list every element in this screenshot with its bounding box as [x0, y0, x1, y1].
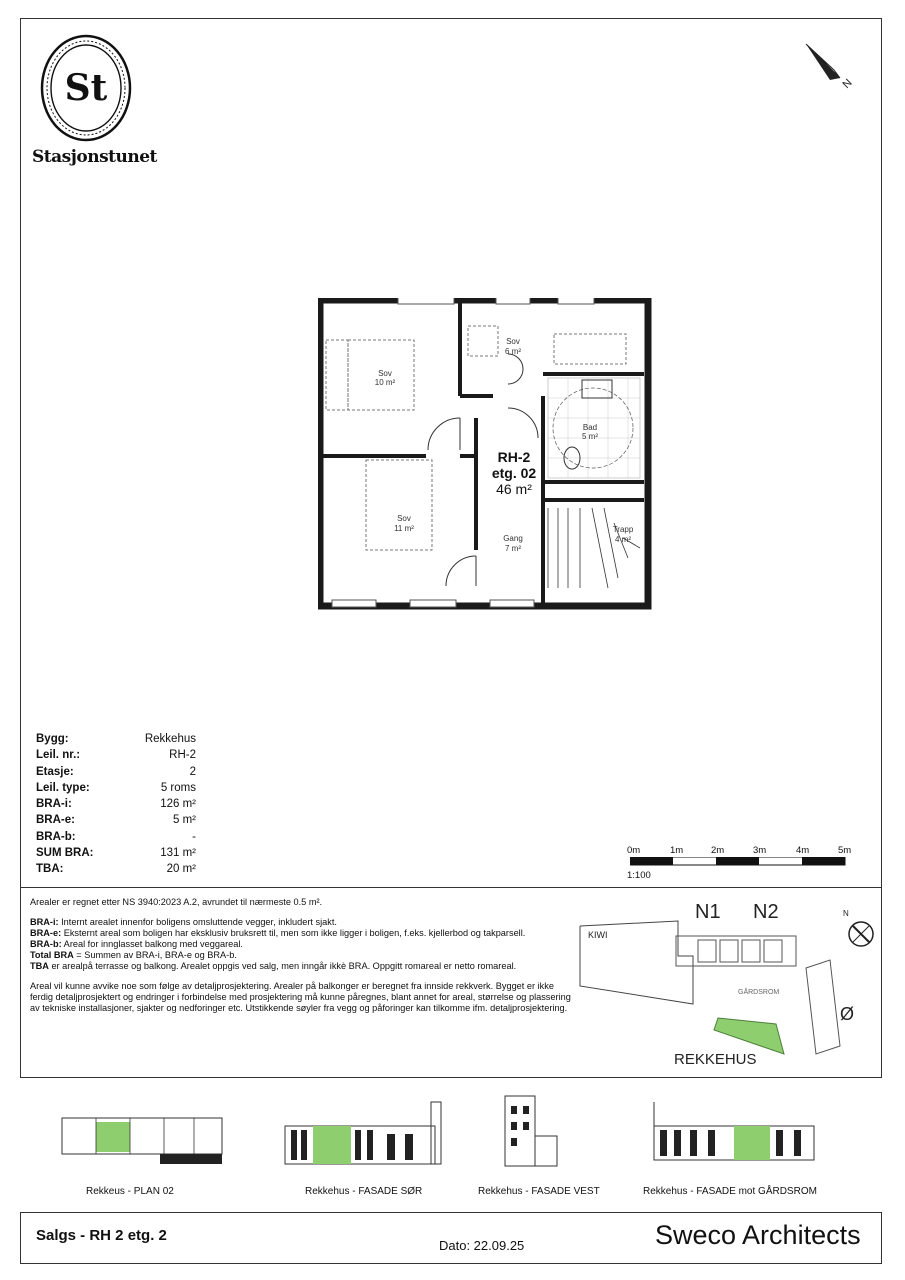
- note-def: Total BRA = Summen av BRA-i, BRA-e og BRA-b.: [30, 950, 237, 960]
- north-arrow-icon: [800, 40, 860, 96]
- notes-intro: Arealer er regnet etter NS 3940:2023 A.2, avrundet til nærmeste 0.5 m².: [30, 897, 323, 907]
- note-def: BRA-e: Eksternt areal som boligen har eksklusiv bruksrett til, men som ikke ligger i boligen, f.eks. kjellerbod og takparsell.: [30, 928, 526, 938]
- info-row: Leil. nr.: RH-2: [36, 749, 196, 762]
- note-def: BRA-i: Internt arealet innenfor boligens omsluttende vegger, inkludert sjakt.: [30, 917, 337, 927]
- svg-text:etg. 02: etg. 02: [491, 465, 537, 481]
- scale-tick-label: 3m: [753, 845, 767, 856]
- scale-tick-label: 5m: [838, 845, 852, 856]
- scale-tick-label: 1m: [670, 845, 684, 856]
- floor-plan: [318, 298, 652, 610]
- svg-text:4 m²: 4 m²: [615, 535, 631, 544]
- notes-disclaimer: Areal vil kunne avvike noe som følge av detaljprosjektering. Arealer på balkonger er beregnet fra innside rekkverk. Bygget er ikke ferdig detaljprosjektert og endringer i forbindelse med prosjektering må kunne påregnes, blant annet for areal, størrelse og plassering av tekniske installasjoner, sjakter og nedforinger etc. Utstikkende søyler fra vegg og påforinger kan tilkomme ifm. detaljprosjektering.: [30, 981, 571, 1013]
- sheet-date: Dato: 22.09.25: [439, 1238, 525, 1253]
- note-def: TBA er arealpå terrasse og balkong. Arealet oppgis ved salg, men inngår ikkè BRA. Oppgitt romareal er netto romareal.: [30, 961, 517, 971]
- thumb-caption: Rekkehus - FASADE mot GÅRDSROM: [643, 1186, 817, 1197]
- site-plan: [578, 896, 878, 1076]
- thumb-caption: Rekkeus - PLAN 02: [86, 1186, 174, 1197]
- svg-text:RH-2: RH-2: [497, 449, 531, 465]
- svg-text:Trapp: Trapp: [612, 525, 634, 534]
- scale-tick-label: 2m: [711, 845, 725, 856]
- svg-text:N1: N1: [695, 901, 721, 923]
- scale-tick-label: 4m: [796, 845, 810, 856]
- site-north-icon: [843, 909, 873, 946]
- logo: [32, 34, 157, 174]
- svg-text:7 m²: 7 m²: [505, 544, 521, 553]
- svg-text:N: N: [840, 76, 855, 91]
- sheet-title: Salgs - RH 2 etg. 2: [36, 1227, 167, 1244]
- svg-text:Ø: Ø: [840, 1004, 855, 1024]
- divider-notes: [20, 887, 882, 888]
- svg-text:Sov: Sov: [397, 514, 411, 523]
- svg-text:N2: N2: [753, 901, 779, 923]
- architect-brand: Sweco Architects: [655, 1220, 861, 1250]
- scale-tick-label: 0m: [627, 845, 641, 856]
- svg-text:11 m²: 11 m²: [394, 524, 414, 533]
- svg-text:St: St: [64, 67, 108, 109]
- svg-text:46 m²: 46 m²: [496, 481, 532, 497]
- scale-ratio: 1:100: [627, 870, 651, 881]
- svg-text:REKKEHUS: REKKEHUS: [674, 1051, 757, 1068]
- info-row: Leil. type: 5 roms: [36, 781, 196, 794]
- info-row: Etasje: 2: [36, 765, 196, 778]
- svg-text:6 m²: 6 m²: [505, 347, 521, 356]
- area-notes: [30, 897, 578, 1014]
- svg-text:Sov: Sov: [378, 369, 392, 378]
- svg-text:5 m²: 5 m²: [582, 432, 598, 441]
- svg-text:N: N: [843, 909, 849, 918]
- thumb-caption: Rekkehus - FASADE VEST: [478, 1186, 600, 1197]
- thumb-caption: Rekkehus - FASADE SØR: [305, 1186, 423, 1197]
- unit-info-table: [36, 731, 196, 878]
- svg-text:KIWI: KIWI: [588, 930, 608, 940]
- note-def: BRA-b: Areal for innglasset balkong med veggareal.: [30, 939, 243, 949]
- info-row: Bygg: Rekkehus: [36, 733, 196, 745]
- svg-text:GÅRDSROM: GÅRDSROM: [738, 989, 780, 996]
- info-row: TBA: 20 m²: [36, 863, 196, 876]
- thumb-facade-south: [283, 1098, 445, 1170]
- scale-bar-graphic: [630, 857, 846, 866]
- thumb-facade-courtyard: [650, 1098, 830, 1170]
- svg-text:10 m²: 10 m²: [374, 378, 396, 387]
- svg-text:Gang: Gang: [503, 534, 523, 543]
- logo-emblem-icon: [32, 34, 144, 146]
- info-row: BRA-b: -: [36, 830, 196, 843]
- info-row: BRA-e: 5 m²: [36, 814, 196, 827]
- thumb-facade-west: [495, 1092, 575, 1172]
- thumb-plan: [60, 1108, 230, 1168]
- info-row: BRA-i: 126 m²: [36, 798, 196, 811]
- info-row: SUM BRA: 131 m²: [36, 847, 196, 860]
- svg-text:Sov: Sov: [506, 337, 520, 346]
- logo-name: Stasjonstunet: [32, 147, 157, 167]
- svg-text:Bad: Bad: [582, 423, 598, 432]
